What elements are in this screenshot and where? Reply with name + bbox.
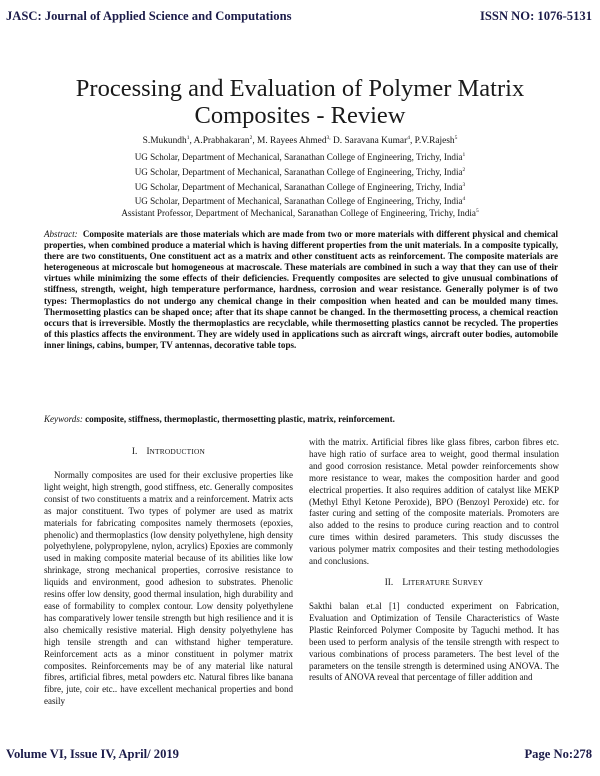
page-number: Page No:278 bbox=[524, 747, 592, 761]
section-initial: L bbox=[402, 577, 408, 587]
affiliation-text: Assistant Professor, Department of Mechanical, Saranathan College of Engineering, Trichy, India bbox=[121, 208, 476, 218]
abstract-colon: : bbox=[74, 229, 83, 239]
section-initial: S bbox=[452, 577, 458, 587]
abstract bbox=[44, 229, 558, 351]
affiliation-5 bbox=[40, 208, 560, 218]
author: M. Rayees Ahmed bbox=[257, 136, 327, 146]
affiliation-sup: 3 bbox=[462, 181, 466, 188]
affiliation-2 bbox=[40, 167, 560, 177]
introduction-paragraph bbox=[44, 470, 293, 708]
literature-survey-paragraph bbox=[309, 601, 559, 684]
author-sup: 5 bbox=[454, 134, 458, 141]
author-sup: 2 bbox=[249, 134, 253, 141]
keywords-label: Keywords bbox=[44, 414, 80, 424]
affiliation-text: UG Scholar, Department of Mechanical, Saranathan College of Engineering, Trichy, India bbox=[134, 182, 463, 192]
journal-name: JASC: Journal of Applied Science and Computations bbox=[6, 9, 292, 23]
section-numeral: II. bbox=[384, 577, 394, 587]
section-title-rest: NTRODUCTION bbox=[149, 447, 206, 456]
affiliation-sup: 1 bbox=[462, 151, 466, 158]
author-sep: , bbox=[252, 136, 258, 146]
paragraph: Sakthi balan et.al [1] conducted experiment on Fabrication, Evaluation and Optimization of Tensile Characteristics of Waste Plastic Reinforced Polymer Composite by Taguchi method. It has been used to perform analysis of the tensile strength with respect to various combinations of process parameters. The best level of the parameters on the tensile strength is determined using ANOVA. The results of ANOVA reveal that percentage of filler addition and bbox=[309, 601, 559, 683]
affiliation-sup: 4 bbox=[462, 195, 466, 202]
author: S.Mukundh bbox=[142, 136, 187, 146]
author: P.V.Rajesh bbox=[414, 136, 455, 146]
section-title-rest: ITERATURE bbox=[407, 578, 450, 587]
author-sup: 4 bbox=[407, 134, 410, 141]
affiliation-text: UG Scholar, Department of Mechanical, Saranathan College of Engineering, Trichy, India bbox=[134, 152, 463, 162]
issn-number: ISSN NO: 1076-5131 bbox=[480, 9, 592, 23]
affiliation-sup: 5 bbox=[475, 207, 479, 214]
section-numeral: I. bbox=[131, 446, 138, 456]
section-initial: I bbox=[146, 446, 150, 456]
abstract-text: Composite materials are those materials which are made from two or more materials with different physical and chemical properties, when combined produce a material which is having different properties from the unit materials. In a composite typically, there are two constituents, One constituent act as a matrix and other constituent acts as reinforcement. The composite materials are heterogeneous at microscale but homogeneous at macroscale. These materials are combined in such a way that they can use of their virtues while minimizing the some effects of their deficiencies. Frequently composites are selected to give unusual combinations of stiffness, strength, weight, high temperature performance, hardness, corrosion and wear resistance. Generally polymer is of two types: Thermoplastics do not undergo any chemical change in their composition when heated and can be moulded many times. Thermosetting plastics can be shaped once; after that its shape cannot be changed. In the thermosetting process, a chemical reaction occurs that is irreversible. Mostly the thermoplastics are recyclable, while thermosetting plastics cannot be recycled. The properties of this plastics affects the environment. They are widely used in applications such as aircraft wings, aircraft outer bodies, automobile inner linings, cabins, bumper, TV antennas, decorative table tops. bbox=[44, 229, 558, 350]
section-heading-literature-survey bbox=[309, 577, 559, 587]
affiliation-text: UG Scholar, Department of Mechanical, Saranathan College of Engineering, Trichy, India bbox=[134, 167, 463, 177]
paragraph: with the matrix. Artificial fibres like glass fibres, carbon fibres etc. have high ratio of surface area to weight, good thermal insulation and good corrosion resistance. Metal powder reinforcements show more resistance to wear, makes the composition harder and good electrical properties. It also requires addition of catalyst like MEKP (Methyl Ethyl Ketone Peroxide), BPO (Benzoyl Peroxide) etc. for faster curing and setting of the composite materials. Promoters are also added to the resins to produce curing reaction and to control cure times within desired parameters. This study discusses the various polymer matrix composites and their testing methodologies and conclusions. bbox=[309, 437, 559, 567]
issue-info: Volume VI, Issue IV, April/ 2019 bbox=[6, 747, 179, 761]
introduction-continued bbox=[309, 437, 559, 568]
author-sep: , bbox=[189, 136, 194, 146]
paper-title: Processing and Evaluation of Polymer Matrix Composites - Review bbox=[75, 75, 525, 129]
author-sup: 3, bbox=[326, 134, 331, 141]
author: D. Saravana Kumar bbox=[333, 136, 408, 146]
keywords-text: composite, stiffness, thermoplastic, thermosetting plastic, matrix, reinforcement. bbox=[85, 414, 395, 424]
affiliation-text: UG Scholar, Department of Mechanical, Saranathan College of Engineering, Trichy, India bbox=[134, 196, 463, 206]
paragraph: Normally composites are used for their exclusive properties like light weight, high strength, good stiffness, etc. Generally composites consist of two constituents a matrix and a reinforcement. Matrix acts as major constituent. Two types of polymer are used as matrix materials for fabricating composites namely thermosets (epoxies, phenolic) and thermoplastics (low density polyethylene, high density polyethylene, polypropylene, nylon, acrylics) Epoxies are commonly used in making composite material because of its abilities like low shrinkage, strong mechanical properties, corrosive resistance to liquids and environment, good adhesion to substrates. Phenolic resins offer low density, good thermal insulation, high durability and ease of formability to complex contour. Low density polyethylene has comparatively lower tensile strength but high resilience and it is also chemically resistive material. High density polyethylene has high tensile strength and can withstand higher temperature. Reinforcement acts as a minor constituent in polymer matrix composites. Reinforcements may be of any material like natural fibres, artificial fibres, metal powders etc. Natural fibres like banana fibre, jute, coir etc.. have excellent mechanical properties and bond easily bbox=[44, 470, 293, 707]
affiliation-4 bbox=[40, 196, 560, 206]
author-sup: 1 bbox=[186, 134, 190, 141]
keywords-colon: : bbox=[79, 414, 86, 424]
abstract-label: Abstract bbox=[44, 229, 75, 239]
affiliation-1 bbox=[40, 152, 560, 162]
author: A.Prabhakaran bbox=[193, 136, 250, 146]
section-heading-introduction bbox=[44, 446, 293, 456]
author-sep: , bbox=[409, 136, 415, 146]
section-title-rest: URVEY bbox=[457, 578, 484, 587]
affiliation-3 bbox=[40, 182, 560, 192]
keywords bbox=[44, 414, 558, 424]
affiliation-sup: 2 bbox=[462, 166, 466, 173]
author-list bbox=[40, 136, 560, 146]
